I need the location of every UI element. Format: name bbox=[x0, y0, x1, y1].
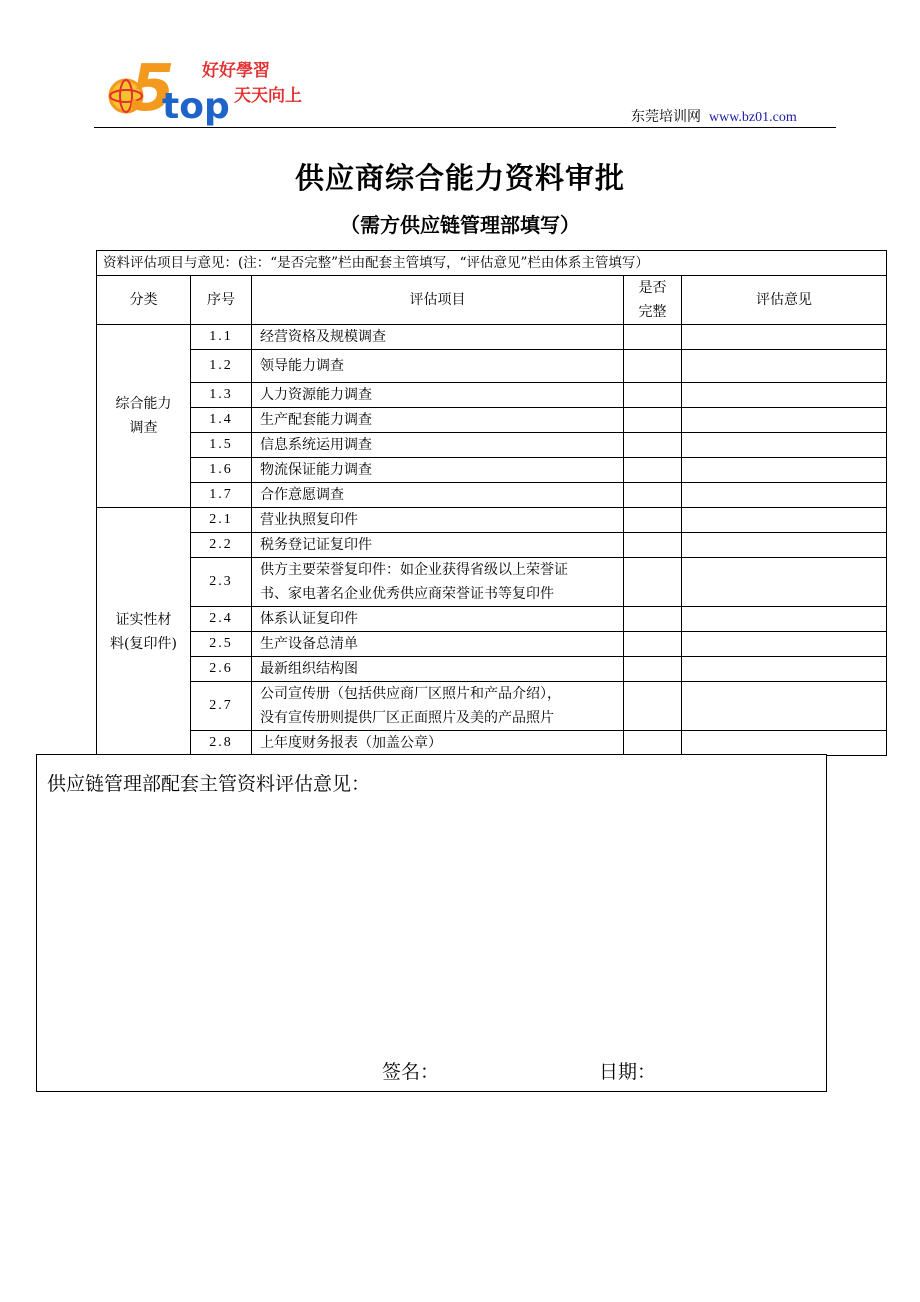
row-number: 1.7 bbox=[191, 483, 252, 508]
site-url[interactable]: www.bz01.com bbox=[709, 110, 797, 125]
logo-slogan-line1: 好好學習 bbox=[202, 61, 270, 81]
row-number: 1.4 bbox=[191, 408, 252, 433]
opinion-cell[interactable] bbox=[682, 458, 887, 483]
opinion-section[interactable] bbox=[36, 754, 827, 1092]
opinion-cell[interactable] bbox=[682, 731, 887, 756]
row-item: 上年度财务报表（加盖公章） bbox=[252, 731, 624, 756]
row-number: 1.3 bbox=[191, 383, 252, 408]
row-number: 1.2 bbox=[191, 350, 252, 383]
complete-cell[interactable] bbox=[624, 731, 682, 756]
header-item: 评估项目 bbox=[252, 276, 624, 325]
row-item: 生产设备总清单 bbox=[252, 632, 624, 657]
page-subtitle: （需方供应链管理部填写） bbox=[340, 213, 580, 237]
table-row bbox=[97, 632, 887, 657]
opinion-cell[interactable] bbox=[682, 383, 887, 408]
header-number: 序号 bbox=[191, 276, 252, 325]
row-number: 1.6 bbox=[191, 458, 252, 483]
page-title: 供应商综合能力资料审批 bbox=[294, 161, 625, 195]
complete-cell[interactable] bbox=[624, 508, 682, 533]
table-row bbox=[97, 558, 887, 607]
row-number: 2.5 bbox=[191, 632, 252, 657]
header-category: 分类 bbox=[97, 276, 191, 325]
opinion-cell[interactable] bbox=[682, 607, 887, 632]
logo-word: top bbox=[162, 86, 230, 127]
row-item-line2: 书、家电著名企业优秀供应商荣誉证书等复印件 bbox=[260, 586, 554, 602]
opinion-cell[interactable] bbox=[682, 433, 887, 458]
opinion-cell[interactable] bbox=[682, 483, 887, 508]
row-item: 生产配套能力调查 bbox=[252, 408, 624, 433]
complete-cell[interactable] bbox=[624, 383, 682, 408]
row-item: 物流保证能力调查 bbox=[252, 458, 624, 483]
complete-cell[interactable] bbox=[624, 325, 682, 350]
table-row bbox=[97, 325, 887, 350]
table-row bbox=[97, 657, 887, 682]
opinion-cell[interactable] bbox=[682, 558, 887, 607]
complete-cell[interactable] bbox=[624, 433, 682, 458]
table-header-row bbox=[97, 276, 887, 325]
row-item: 信息系统运用调查 bbox=[252, 433, 624, 458]
category-cell bbox=[97, 508, 191, 756]
complete-cell[interactable] bbox=[624, 657, 682, 682]
complete-cell[interactable] bbox=[624, 458, 682, 483]
table-row bbox=[97, 483, 887, 508]
table-note: 资料评估项目与意见：(注：“是否完整”栏由配套主管填写，“评估意见”栏由体系主管填写） bbox=[97, 251, 887, 276]
logo-digit: 5 bbox=[130, 52, 175, 126]
table-row bbox=[97, 731, 887, 756]
opinion-cell[interactable] bbox=[682, 325, 887, 350]
opinion-cell[interactable] bbox=[682, 508, 887, 533]
complete-cell[interactable] bbox=[624, 558, 682, 607]
table-row bbox=[97, 533, 887, 558]
row-number: 2.1 bbox=[191, 508, 252, 533]
row-item: 营业执照复印件 bbox=[252, 508, 624, 533]
complete-cell[interactable] bbox=[624, 408, 682, 433]
row-item bbox=[252, 682, 624, 731]
table-row bbox=[97, 508, 887, 533]
signature-label: 签名： bbox=[382, 1061, 440, 1083]
row-item: 经营资格及规模调查 bbox=[252, 325, 624, 350]
category-cell bbox=[97, 325, 191, 508]
table-row bbox=[97, 458, 887, 483]
opinion-label: 供应链管理部配套主管资料评估意见： bbox=[47, 773, 371, 795]
complete-cell[interactable] bbox=[624, 350, 682, 383]
date-label: 日期： bbox=[599, 1061, 657, 1083]
opinion-cell[interactable] bbox=[682, 657, 887, 682]
row-item: 人力资源能力调查 bbox=[252, 383, 624, 408]
row-item: 最新组织结构图 bbox=[252, 657, 624, 682]
complete-cell[interactable] bbox=[624, 483, 682, 508]
logo bbox=[104, 48, 334, 128]
table-row bbox=[97, 682, 887, 731]
table-row bbox=[97, 350, 887, 383]
complete-cell[interactable] bbox=[624, 533, 682, 558]
header-complete bbox=[624, 276, 682, 325]
opinion-cell[interactable] bbox=[682, 408, 887, 433]
table-note-row bbox=[97, 251, 887, 276]
complete-cell[interactable] bbox=[624, 682, 682, 731]
site-name: 东莞培训网 bbox=[631, 110, 701, 125]
table-row bbox=[97, 408, 887, 433]
header-complete-line1: 是否 bbox=[638, 280, 667, 296]
complete-cell[interactable] bbox=[624, 632, 682, 657]
category-line1: 综合能力 bbox=[115, 396, 172, 412]
row-number: 1.1 bbox=[191, 325, 252, 350]
category-line2: 调查 bbox=[129, 420, 158, 436]
row-item: 税务登记证复印件 bbox=[252, 533, 624, 558]
row-number: 1.5 bbox=[191, 433, 252, 458]
row-item-line1: 供方主要荣誉复印件：如企业获得省级以上荣誉证 bbox=[260, 562, 568, 578]
table-row bbox=[97, 383, 887, 408]
row-item-line1: 公司宣传册（包括供应商厂区照片和产品介绍）， bbox=[260, 686, 561, 702]
category-line1: 证实性材 bbox=[115, 611, 172, 628]
opinion-cell[interactable] bbox=[682, 682, 887, 731]
evaluation-table bbox=[96, 250, 887, 756]
header-divider bbox=[94, 127, 836, 128]
row-number: 2.8 bbox=[191, 731, 252, 756]
logo-slogan-line2: 天天向上 bbox=[234, 86, 302, 106]
row-number: 2.7 bbox=[191, 682, 252, 731]
table-row bbox=[97, 433, 887, 458]
header-complete-line2: 完整 bbox=[638, 304, 667, 320]
complete-cell[interactable] bbox=[624, 607, 682, 632]
row-number: 2.2 bbox=[191, 533, 252, 558]
row-number: 2.3 bbox=[191, 558, 252, 607]
category-line2: 料(复印件) bbox=[110, 635, 177, 652]
table-row bbox=[97, 607, 887, 632]
row-item: 领导能力调查 bbox=[252, 350, 624, 383]
row-item-line2: 没有宣传册则提供厂区正面照片及美的产品照片 bbox=[260, 710, 554, 726]
opinion-cell[interactable] bbox=[682, 350, 887, 383]
row-item: 体系认证复印件 bbox=[252, 607, 624, 632]
opinion-cell[interactable] bbox=[682, 533, 887, 558]
row-number: 2.6 bbox=[191, 657, 252, 682]
row-item: 合作意愿调查 bbox=[252, 483, 624, 508]
row-item bbox=[252, 558, 624, 607]
site-info bbox=[631, 106, 797, 126]
row-number: 2.4 bbox=[191, 607, 252, 632]
header-opinion: 评估意见 bbox=[682, 276, 887, 325]
opinion-cell[interactable] bbox=[682, 632, 887, 657]
